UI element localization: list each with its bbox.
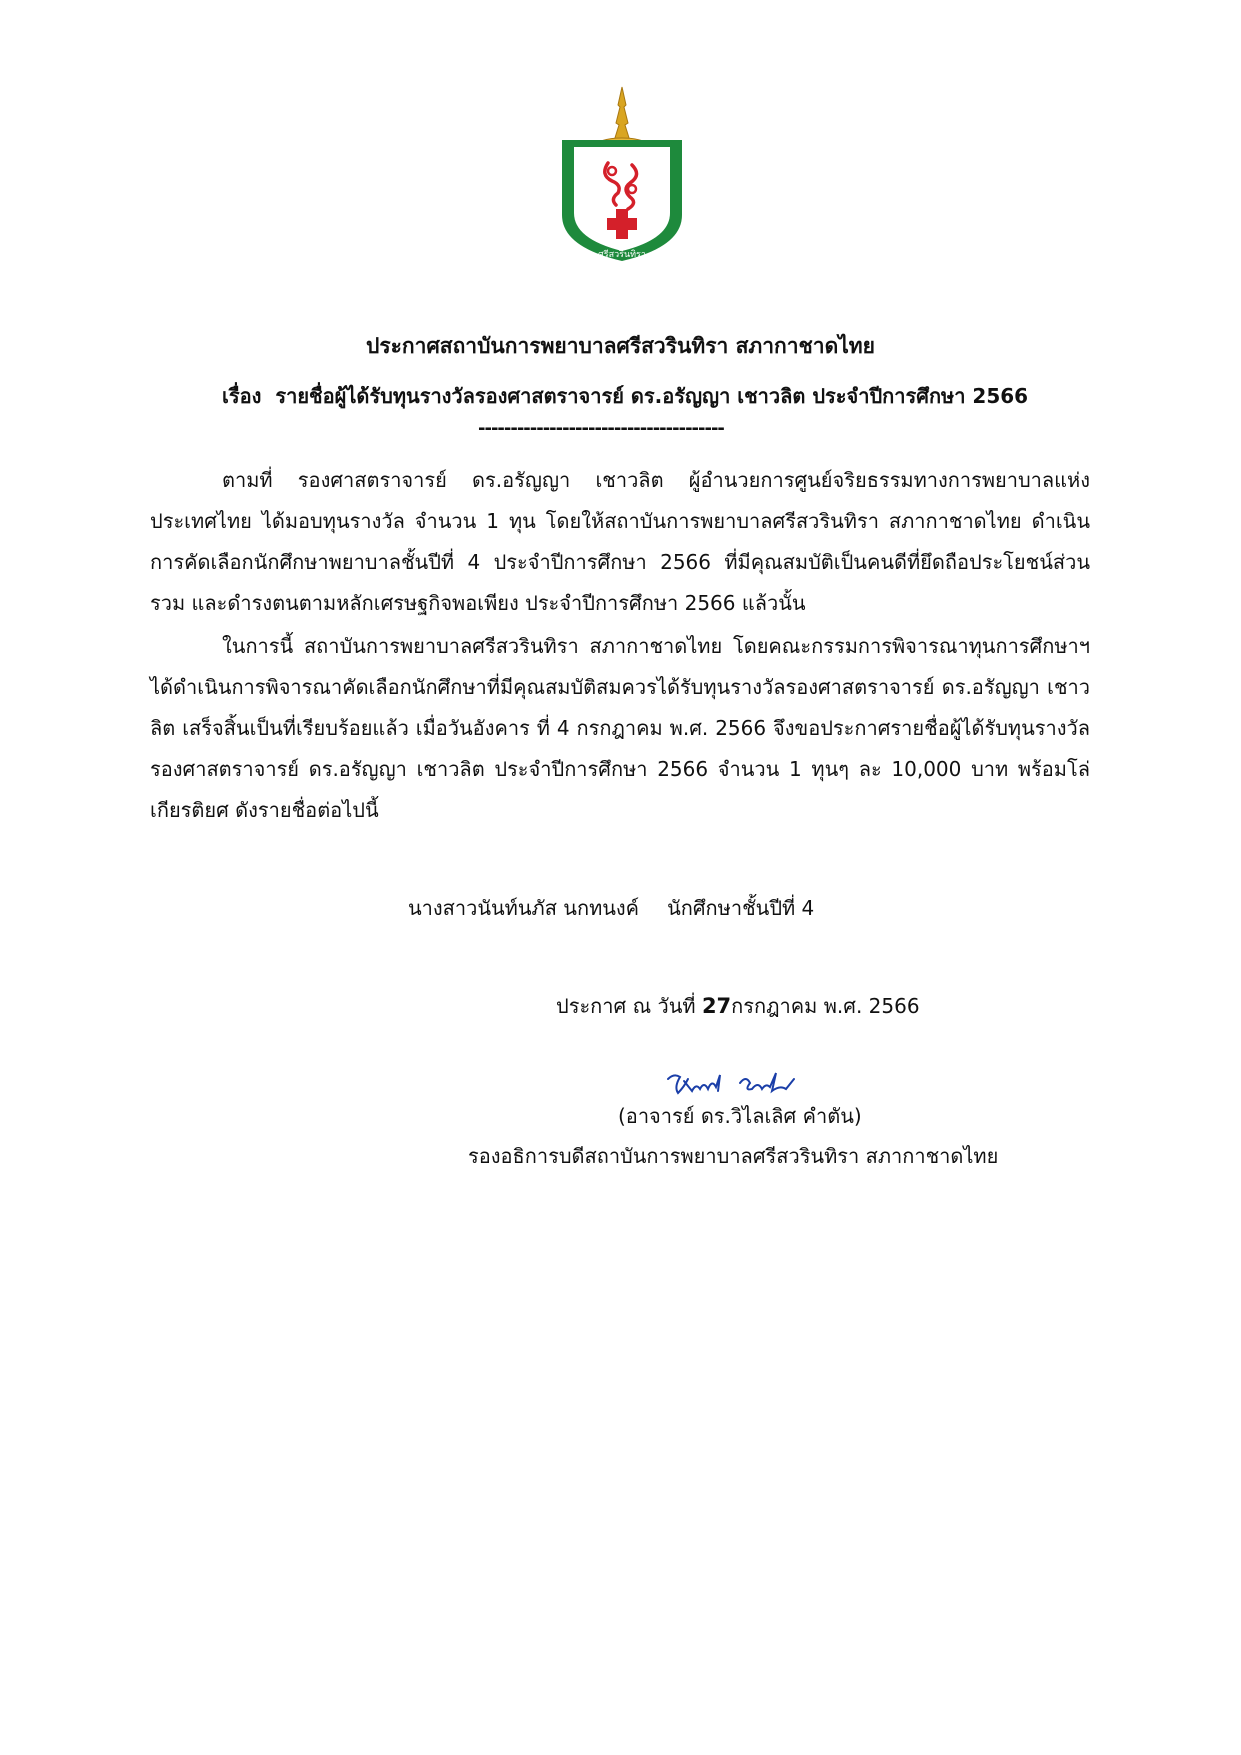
announcement-date — [556, 990, 920, 1022]
subject-text: รายชื่อผู้ได้รับทุนรางวัลรองศาสตราจารย์ ดร.อรัญญา เชาวลิต ประจำปีการศึกษา 2566 — [275, 384, 1029, 408]
subject-label: เรื่อง — [222, 384, 262, 408]
signatory-position: รองอธิการบดีสถาบันการพยาบาลศรีสวรินทิรา สภากาชาดไทย — [468, 1144, 999, 1168]
title-divider: -------------------------------------- — [478, 418, 724, 439]
handwritten-signature-icon — [664, 1065, 814, 1105]
date-month-year: กรกฎาคม พ.ศ. 2566 — [731, 994, 920, 1018]
announcement-title: ประกาศสถาบันการพยาบาลศรีสวรินทิรา สภากาชาดไทย — [366, 334, 875, 358]
body-paragraph-2: ในการนี้ สถาบันการพยาบาลศรีสวรินทิรา สภากาชาดไทย โดยคณะกรรมการพิจารณาทุนการศึกษาฯ ได้ดำเนินการพิจารณาคัดเลือกนักศึกษาที่มีคุณสมบัติสมควรได้รับทุนรางวัลรองศาสตราจารย์ ดร.อรัญญา เชาวลิต เสร็จสิ้นเป็นที่เรียบร้อยแล้ว เมื่อวันอังคาร ที่ 4 กรกฎาคม พ.ศ. 2566 จึงขอประกาศรายชื่อผู้ได้รับทุนรางวัลรองศาสตราจารย์ ดร.อรัญญา เชาวลิต ประจำปีการศึกษา 2566 จำนวน 1 ทุนๆ ละ 10,000 บาท พร้อมโล่เกียรติยศ ดังรายชื่อต่อไปนี้ — [150, 634, 1090, 822]
date-day: 27 — [701, 994, 732, 1018]
recipient-name: นางสาวนันท์นภัส นกทนงค์ — [408, 896, 640, 920]
recipient-entry — [408, 892, 814, 924]
date-prefix: ประกาศ ณ วันที่ — [556, 994, 702, 1018]
subject-line — [222, 380, 1028, 412]
signatory-name: (อาจารย์ ดร.วิไลเลิศ คำตัน) — [618, 1104, 862, 1128]
institution-crest-icon — [552, 85, 692, 265]
body-paragraph-1: ตามที่ รองศาสตราจารย์ ดร.อรัญญา เชาวลิต ผู้อำนวยการศูนย์จริยธรรมทางการพยาบาลแห่งประเทศไทย ได้มอบทุนรางวัล จำนวน 1 ทุน โดยให้สถาบันการพยาบาลศรีสวรินทิรา สภากาชาดไทย ดำเนินการคัดเลือกนักศึกษาพยาบาลชั้นปีที่ 4 ประจำปีการศึกษา 2566 ที่มีคุณสมบัติเป็นคนดีที่ยึดถือประโยชน์ส่วนรวม และดำรงตนตามหลักเศรษฐกิจพอเพียง ประจำปีการศึกษา 2566 แล้วนั้น — [150, 468, 1090, 615]
recipient-status: นักศึกษาชั้นปีที่ 4 — [667, 896, 815, 920]
svg-text:ศรีสวรินทิรา: ศรีสวรินทิรา — [598, 250, 646, 260]
